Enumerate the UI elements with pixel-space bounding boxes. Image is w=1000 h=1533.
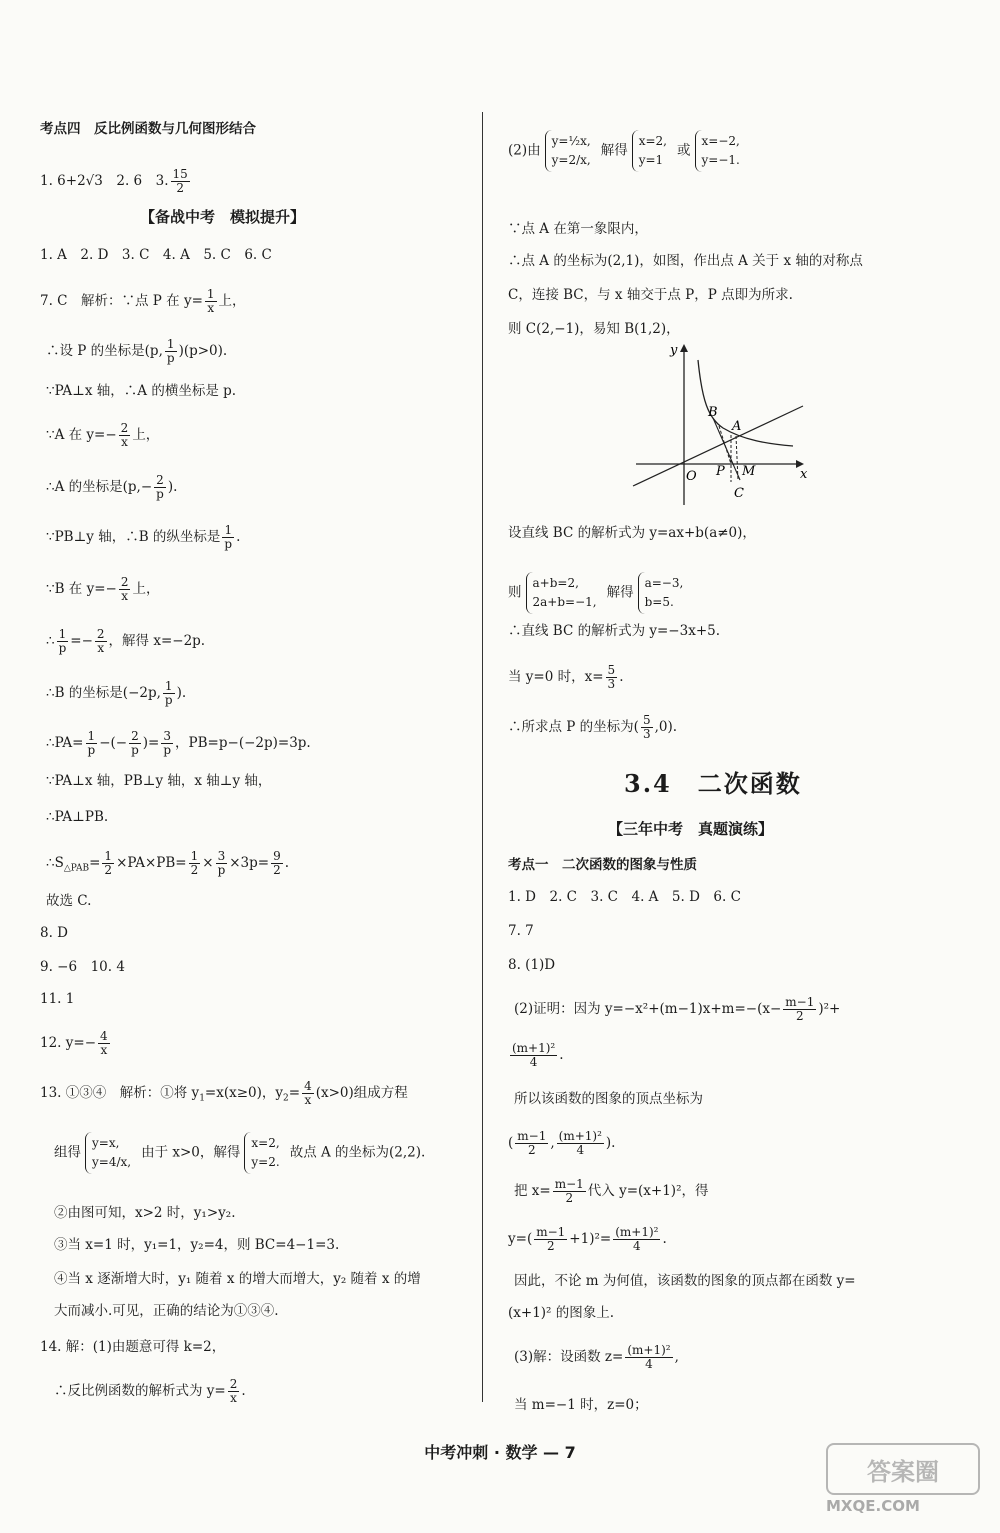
solution-line: (2)由 y=½x, y=2/x, 解得 x=2, y=1 或 x=−2, y=−1.	[508, 130, 750, 172]
answer-line: 8. (1)D	[508, 957, 556, 973]
solution-line: 大而减小.可见，正确的结论为①③④.	[54, 1303, 279, 1319]
equation-system: y=x, y=4/x,	[85, 1132, 137, 1174]
solution-line: ∵A 在 y=− $\frac{2}{x}$ 上，	[46, 421, 160, 449]
solution-line: $\frac{\text{(m+1)²}}{4}$ .	[512, 1041, 564, 1069]
solution-line: ∴反比例函数的解析式为 y= $\frac{2}{x}$ .	[54, 1377, 246, 1405]
answer-line: 8. D	[40, 925, 68, 941]
q7-line: 7. C 解析：∵点 P 在 y= $\frac{1}{x}$ 上，	[40, 287, 246, 315]
solution-line: 组得 y=x, y=4/x, 由于 x>0，解得 x=2, y=2. 故点 A 的坐标为(2,2).	[54, 1132, 425, 1174]
solution-line: ∴ $\frac{1}{p}$ =− $\frac{2}{x}$ ，解得 x=−2p.	[46, 627, 206, 655]
answer-line: 7. 7	[508, 923, 534, 939]
topic-title: 考点一 二次函数的图象与性质	[508, 857, 697, 873]
solution-line: 把 x= $\frac{m-1}{2}$ 代入 y=(x+1)²，得	[514, 1177, 709, 1205]
solution-line: 故选 C.	[46, 893, 92, 909]
column-divider	[482, 112, 483, 1402]
answer-line: 9. −6 10. 4	[40, 959, 125, 975]
solution-line: ∴A 的坐标是(p,− $\frac{2}{p}$ ).	[46, 473, 178, 501]
label-o: O	[686, 469, 697, 484]
solution-line: 则 a+b=2, 2a+b=−1, 解得 a=−3, b=5.	[508, 572, 693, 614]
label-p: P	[716, 464, 725, 479]
solution-line: 则 C(2,−1)，易知 B(1,2)，	[508, 321, 680, 337]
solution-line: (x+1)² 的图象上.	[508, 1305, 615, 1321]
solution-line: $\therefore S_{\triangle PAB}=$ $\frac{1}{2}$ ×PA×PB= $\frac{1}{2}$ × $\frac{3}{p}$ ×3p= $\frac{9}{2}$ .	[46, 849, 290, 877]
label-m: M	[742, 464, 756, 479]
q14-line: 14. 解：(1)由题意可得 k=2，	[40, 1339, 226, 1355]
answer-line: 11. 1	[40, 991, 75, 1007]
solution-line: ∴所求点 P 的坐标为( $\frac{5}{3}$ ,0).	[508, 713, 678, 741]
solution-line: ( $\frac{m-1}{2}$ , $\frac{\text{(m+1)²}}{4}$ ).	[508, 1129, 616, 1157]
solution-line: 所以该函数的图象的顶点坐标为	[514, 1091, 703, 1107]
label-y: y	[670, 343, 678, 358]
label-x: x	[800, 467, 808, 482]
equation-system: y=½x, y=2/x,	[545, 130, 597, 172]
watermark-logo: 答案圈	[826, 1443, 980, 1495]
coordinate-graph	[628, 340, 828, 510]
solution-line: ∴B 的坐标是(−2p, $\frac{1}{p}$ ).	[46, 679, 187, 707]
solution-line: C，连接 BC，与 x 轴交于点 P，P 点即为所求.	[508, 287, 793, 303]
solution-line: ∵PA⊥x 轴，PB⊥y 轴，x 轴⊥y 轴，	[46, 773, 272, 789]
solution-line: (2)证明：因为 y=−x²+(m−1)x+m=−(x− $\frac{m-1}{2}$ )²+	[514, 995, 841, 1023]
equation-system: a+b=2, 2a+b=−1,	[526, 572, 603, 614]
solution-line: ∴PA= $\frac{1}{p}$ −(− $\frac{2}{p}$ )= $\frac{3}{p}$ ，PB=p−(−2p)=3p.	[46, 729, 311, 757]
solution-line: ∴直线 BC 的解析式为 y=−3x+5.	[508, 623, 721, 639]
y-axis-arrow	[680, 344, 688, 352]
solution-line: 当 m=−1 时，z=0；	[514, 1397, 648, 1413]
solution-line: ∴点 A 的坐标为(2,1)，如图，作出点 A 关于 x 轴的对称点	[508, 253, 863, 269]
solution-line: ∴PA⊥PB.	[46, 809, 109, 825]
solution-line: ∵PB⊥y 轴，∴B 的纵坐标是 $\frac{1}{p}$ .	[46, 523, 241, 551]
solution-line: 因此，不论 m 为何值，该函数的图象的顶点都在函数 y=	[514, 1273, 856, 1289]
watermark-url: MXQE.COM	[826, 1497, 920, 1515]
equation-system: a=−3, b=5.	[638, 572, 690, 614]
solution-line: ②由图可知，x>2 时，y₁>y₂.	[54, 1205, 236, 1221]
page-footer: 中考冲刺 · 数学 — 7	[424, 1443, 576, 1462]
label-a: A	[732, 419, 742, 434]
label-b: B	[708, 405, 718, 420]
bracket-heading: 【备战中考 模拟提升】	[140, 208, 306, 226]
equation-system: x=2, y=1	[632, 130, 673, 172]
equation-system: x=−2, y=−1.	[695, 130, 746, 172]
watermark	[826, 1443, 980, 1515]
solution-line: ∵B 在 y=− $\frac{2}{x}$ 上，	[46, 575, 160, 603]
solution-line: 当 y=0 时，x= $\frac{5}{3}$ .	[508, 663, 624, 691]
solution-line: ③当 x=1 时，y₁=1，y₂=4，则 BC=4−1=3.	[54, 1237, 340, 1253]
solution-line: ④当 x 逐渐增大时，y₁ 随着 x 的增大而增大，y₂ 随着 x 的增	[54, 1271, 421, 1287]
bracket-heading: 【三年中考 真题演练】	[608, 820, 774, 838]
solution-line: 设直线 BC 的解析式为 y=ax+b(a≠0)，	[508, 525, 756, 541]
solution-line: y=( $\frac{m-1}{2}$ +1)²= $\frac{\text{(m+1)²}}{4}$ .	[508, 1225, 667, 1253]
answer-line: 1. 6+2√3 2. 6 3. $\frac{15}{2}$	[40, 167, 188, 195]
solution-line: ∵PA⊥x 轴，∴A 的横坐标是 p.	[46, 383, 237, 399]
answer-line: 1. D 2. C 3. C 4. A 5. D 6. C	[508, 889, 741, 905]
answer-line: 1. A 2. D 3. C 4. A 5. C 6. C	[40, 247, 272, 263]
section-title: 3.4 二次函数	[624, 769, 802, 798]
section-title: 考点四 反比例函数与几何图形结合	[40, 121, 256, 137]
q13-line: 13. ①③④ 解析：①将 $y_1=x(x\ge 0)$，$y_2=$ $\frac{4}{x}$ (x>0)组成方程	[40, 1079, 408, 1107]
solution-line: (3)解：设函数 z= $\frac{\text{(m+1)²}}{4}$ ,	[514, 1343, 679, 1371]
solution-line: ∵点 A 在第一象限内，	[508, 221, 648, 237]
label-c: C	[734, 486, 744, 501]
answer-line: 12. y=− $\frac{4}{x}$	[40, 1029, 108, 1057]
solution-line: ∴设 P 的坐标是(p, $\frac{1}{p}$ )(p>0).	[46, 337, 228, 365]
equation-system: x=2, y=2.	[244, 1132, 285, 1174]
